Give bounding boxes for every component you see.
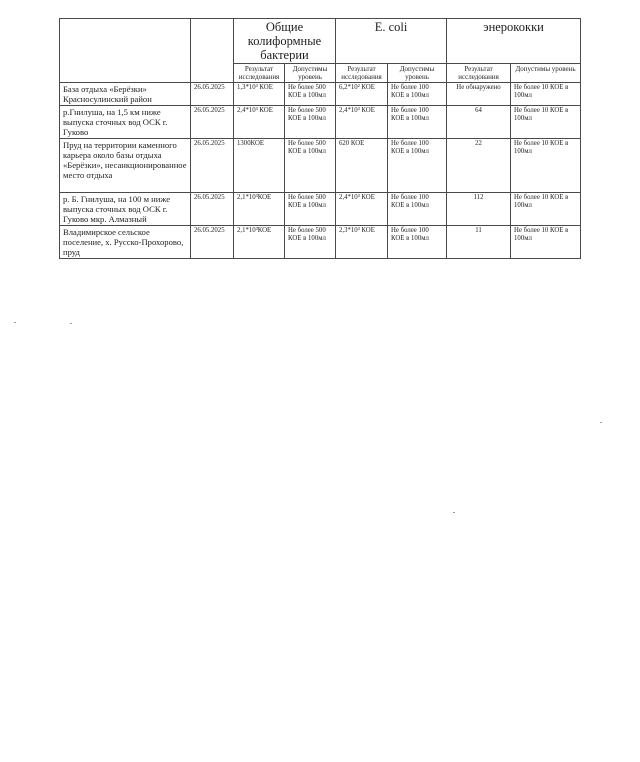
table-row [60, 106, 581, 139]
coli-limit-cell: Не более 500 КОЕ в 100мл [285, 139, 336, 193]
date-cell: 26.05.2025 [191, 83, 234, 106]
date-cell: 26.05.2025 [191, 226, 234, 259]
ecoli-result-cell: 2,4*10³ КОЕ [336, 193, 388, 226]
ecoli-limit-cell: Не более 100 КОЕ в 100мл [388, 139, 447, 193]
coli-result-cell: 2,1*10³КОЕ [234, 226, 285, 259]
coli-limit-cell: Не более 500 КОЕ в 100мл [285, 83, 336, 106]
ecoli-limit-cell: Не более 100 КОЕ в 100мл [388, 83, 447, 106]
table-row [60, 139, 581, 193]
ecoli-limit-cell: Не более 100 КОЕ в 100мл [388, 226, 447, 259]
header-ecoli-result: Результат исследования [336, 64, 388, 83]
ecoli-result-cell: 2,4*10³ КОЕ [336, 106, 388, 139]
entero-limit-cell: Не более 10 КОЕ в 100мл [511, 106, 581, 139]
entero-limit-cell: Не более 10 КОЕ в 100мл [511, 83, 581, 106]
table-row [60, 83, 581, 106]
header-entero-result: Результат исследования [447, 64, 511, 83]
header-total-coliform: Общие колиформные бактерии [234, 19, 336, 64]
location-cell: Пруд на территории каменного карьера около базы отдыха «Берёзки», несанкционированное место отдыха [60, 139, 191, 193]
entero-limit-cell: Не более 10 КОЕ в 100мл [511, 226, 581, 259]
coli-limit-cell: Не более 500 КОЕ в 100мл [285, 226, 336, 259]
header-enterococci: энерококки [447, 19, 581, 64]
scan-speck [14, 322, 16, 323]
entero-result-cell: 64 [447, 106, 511, 139]
location-cell: р. Б. Гнилуша, на 100 м ниже выпуска сточных вод ОСК г. Гуково мкр. Алмазный [60, 193, 191, 226]
location-cell: р.Гнилуша, на 1,5 км ниже выпуска сточных вод ОСК г. Гуково [60, 106, 191, 139]
ecoli-result-cell: 6,2*10² КОЕ [336, 83, 388, 106]
ecoli-limit-cell: Не более 100 КОЕ в 100мл [388, 106, 447, 139]
header-ecoli-limit: Допустимы уровень [388, 64, 447, 83]
location-cell: База отдыха «Берёзки» Красносулинский район [60, 83, 191, 106]
entero-limit-cell: Не более 10 КОЕ в 100мл [511, 193, 581, 226]
coli-result-cell: 2,4*10³ КОЕ [234, 106, 285, 139]
entero-result-cell: 22 [447, 139, 511, 193]
ecoli-result-cell: 2,3*10³ КОЕ [336, 226, 388, 259]
entero-result-cell: Не обнаружено [447, 83, 511, 106]
header-date-blank [191, 19, 234, 83]
location-cell: Владимирское сельское поселение, х. Русско-Прохорово, пруд [60, 226, 191, 259]
entero-result-cell: 11 [447, 226, 511, 259]
header-location-blank [60, 19, 191, 83]
water-quality-table [59, 18, 581, 259]
coli-result-cell: 1,3*10³ КОЕ [234, 83, 285, 106]
entero-result-cell: 112 [447, 193, 511, 226]
scan-speck [70, 323, 72, 324]
coli-result-cell: 2,1*10³КОЕ [234, 193, 285, 226]
table-row [60, 226, 581, 259]
header-ecoli: E. coli [336, 19, 447, 64]
header-coli-result: Результат исследования [234, 64, 285, 83]
date-cell: 26.05.2025 [191, 139, 234, 193]
coli-result-cell: 1300КОЕ [234, 139, 285, 193]
header-entero-limit: Допустимы уровень [511, 64, 581, 83]
scan-speck [600, 422, 602, 423]
entero-limit-cell: Не более 10 КОЕ в 100мл [511, 139, 581, 193]
ecoli-limit-cell: Не более 100 КОЕ в 100мл [388, 193, 447, 226]
ecoli-result-cell: 620 КОЕ [336, 139, 388, 193]
scan-speck [453, 512, 455, 513]
header-row-groups [60, 19, 581, 64]
date-cell: 26.05.2025 [191, 193, 234, 226]
date-cell: 26.05.2025 [191, 106, 234, 139]
header-coli-limit: Допустимы уровень [285, 64, 336, 83]
coli-limit-cell: Не более 500 КОЕ в 100мл [285, 106, 336, 139]
table-row [60, 193, 581, 226]
coli-limit-cell: Не более 500 КОЕ в 100мл [285, 193, 336, 226]
